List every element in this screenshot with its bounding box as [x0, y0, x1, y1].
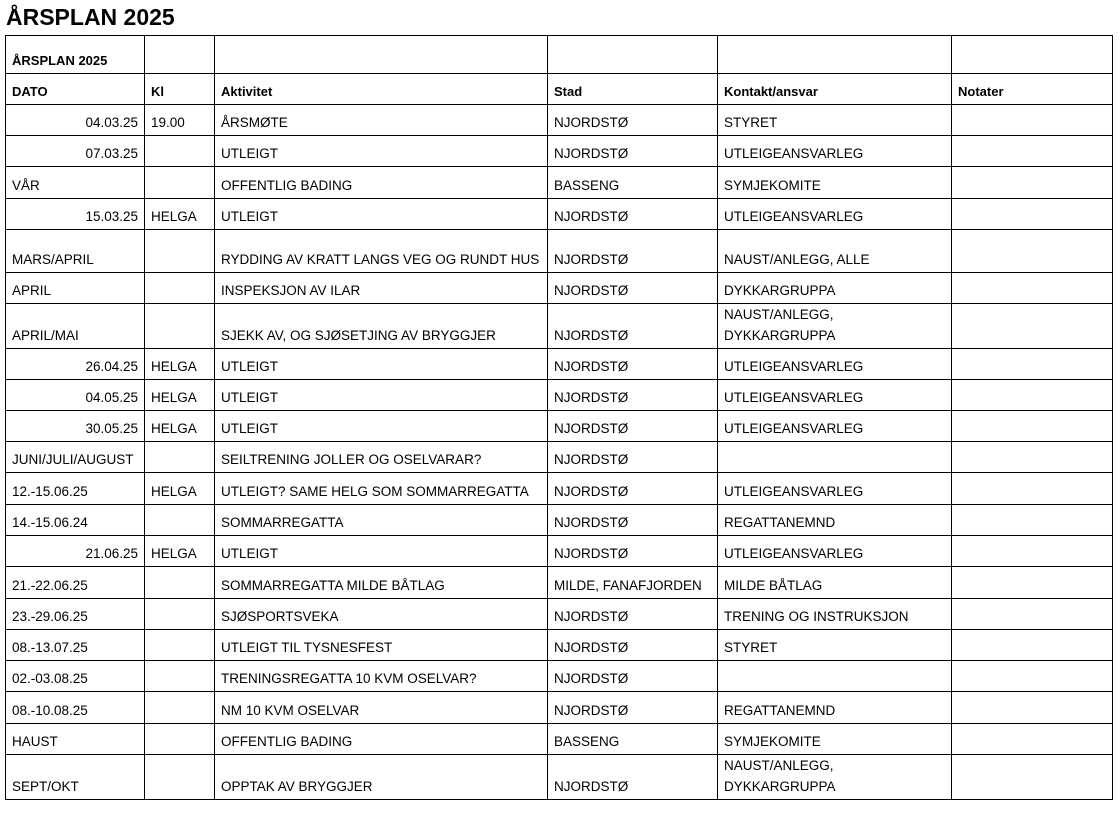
table-row	[6, 473, 1113, 505]
empty-cell	[215, 36, 548, 74]
cell-notater	[952, 167, 1113, 199]
cell-dato: 12.-15.06.25	[6, 473, 145, 505]
cell-aktivitet: OFFENTLIG BADING	[215, 167, 548, 199]
cell-kl	[145, 136, 215, 167]
cell-aktivitet: UTLEIGT	[215, 199, 548, 230]
table-row	[6, 692, 1113, 724]
table-body	[6, 36, 1113, 800]
cell-notater	[952, 630, 1113, 661]
cell-dato: 14.-15.06.24	[6, 505, 145, 536]
cell-kl	[145, 630, 215, 661]
cell-kontakt: STYRET	[718, 630, 952, 661]
cell-notater	[952, 199, 1113, 230]
cell-notater	[952, 273, 1113, 304]
cell-stad: NJORDSTØ	[548, 273, 718, 304]
cell-stad: NJORDSTØ	[548, 304, 718, 349]
cell-kontakt: UTLEIGEANSVARLEG	[718, 536, 952, 567]
cell-dato: 04.05.25	[6, 380, 145, 411]
cell-stad: NJORDSTØ	[548, 105, 718, 136]
table-row	[6, 724, 1113, 755]
cell-stad: NJORDSTØ	[548, 473, 718, 505]
table-row	[6, 442, 1113, 473]
cell-dato: APRIL	[6, 273, 145, 304]
cell-aktivitet: OPPTAK AV BRYGGJER	[215, 755, 548, 800]
cell-dato: JUNI/JULI/AUGUST	[6, 442, 145, 473]
cell-dato: HAUST	[6, 724, 145, 755]
cell-notater	[952, 599, 1113, 630]
cell-kl	[145, 692, 215, 724]
table-row	[6, 599, 1113, 630]
cell-stad: NJORDSTØ	[548, 380, 718, 411]
cell-kontakt: STYRET	[718, 105, 952, 136]
cell-stad: NJORDSTØ	[548, 755, 718, 800]
cell-kontakt	[718, 442, 952, 473]
cell-kl	[145, 167, 215, 199]
table-row	[6, 567, 1113, 599]
cell-kontakt: NAUST/ANLEGG, DYKKARGRUPPA	[718, 755, 952, 800]
cell-dato: 23.-29.06.25	[6, 599, 145, 630]
cell-dato: 07.03.25	[6, 136, 145, 167]
cell-notater	[952, 567, 1113, 599]
cell-notater	[952, 755, 1113, 800]
table-title-cell: ÅRSPLAN 2025	[6, 36, 145, 74]
cell-notater	[952, 692, 1113, 724]
cell-kontakt: TRENING OG INSTRUKSJON	[718, 599, 952, 630]
cell-aktivitet: TRENINGSREGATTA 10 KVM OSELVAR?	[215, 661, 548, 692]
cell-notater	[952, 230, 1113, 273]
cell-notater	[952, 473, 1113, 505]
cell-notater	[952, 505, 1113, 536]
table-header-row	[6, 74, 1113, 105]
cell-stad: BASSENG	[548, 724, 718, 755]
cell-notater	[952, 661, 1113, 692]
cell-kl	[145, 304, 215, 349]
cell-kontakt: NAUST/ANLEGG, DYKKARGRUPPA	[718, 304, 952, 349]
table-row	[6, 755, 1113, 800]
table-row	[6, 630, 1113, 661]
cell-kl: HELGA	[145, 473, 215, 505]
cell-kontakt: UTLEIGEANSVARLEG	[718, 411, 952, 442]
cell-aktivitet: UTLEIGT	[215, 411, 548, 442]
cell-kontakt	[718, 661, 952, 692]
cell-aktivitet: RYDDING AV KRATT LANGS VEG OG RUNDT HUS	[215, 230, 548, 273]
cell-notater	[952, 304, 1113, 349]
cell-stad: NJORDSTØ	[548, 136, 718, 167]
empty-cell	[952, 36, 1113, 74]
cell-dato: APRIL/MAI	[6, 304, 145, 349]
table-row	[6, 661, 1113, 692]
cell-kontakt: MILDE BÅTLAG	[718, 567, 952, 599]
cell-kontakt: REGATTANEMND	[718, 692, 952, 724]
page-title: ÅRSPLAN 2025	[6, 4, 175, 30]
cell-kl: 19.00	[145, 105, 215, 136]
cell-aktivitet: NM 10 KVM OSELVAR	[215, 692, 548, 724]
cell-stad: NJORDSTØ	[548, 599, 718, 630]
table-row	[6, 105, 1113, 136]
cell-kontakt: UTLEIGEANSVARLEG	[718, 380, 952, 411]
cell-kl	[145, 442, 215, 473]
table-row	[6, 136, 1113, 167]
cell-stad: MILDE, FANAFJORDEN	[548, 567, 718, 599]
cell-kontakt: REGATTANEMND	[718, 505, 952, 536]
cell-aktivitet: UTLEIGT TIL TYSNESFEST	[215, 630, 548, 661]
table-row	[6, 304, 1113, 349]
cell-aktivitet: UTLEIGT	[215, 136, 548, 167]
cell-aktivitet: SEILTRENING JOLLER OG OSELVARAR?	[215, 442, 548, 473]
cell-stad: NJORDSTØ	[548, 661, 718, 692]
cell-kl	[145, 505, 215, 536]
table-row	[6, 505, 1113, 536]
cell-dato: MARS/APRIL	[6, 230, 145, 273]
cell-kontakt: SYMJEKOMITE	[718, 724, 952, 755]
table-row	[6, 167, 1113, 199]
cell-aktivitet: UTLEIGT? SAME HELG SOM SOMMARREGATTA	[215, 473, 548, 505]
cell-aktivitet: ÅRSMØTE	[215, 105, 548, 136]
cell-dato: 26.04.25	[6, 349, 145, 380]
cell-dato: SEPT/OKT	[6, 755, 145, 800]
cell-kontakt: UTLEIGEANSVARLEG	[718, 349, 952, 380]
cell-aktivitet: SJEKK AV, OG SJØSETJING AV BRYGGJER	[215, 304, 548, 349]
cell-stad: NJORDSTØ	[548, 349, 718, 380]
table-row	[6, 199, 1113, 230]
cell-dato: 02.-03.08.25	[6, 661, 145, 692]
cell-kontakt: NAUST/ANLEGG, ALLE	[718, 230, 952, 273]
cell-kontakt: UTLEIGEANSVARLEG	[718, 199, 952, 230]
cell-aktivitet: UTLEIGT	[215, 380, 548, 411]
empty-cell	[718, 36, 952, 74]
cell-stad: NJORDSTØ	[548, 630, 718, 661]
cell-aktivitet: SOMMARREGATTA	[215, 505, 548, 536]
cell-notater	[952, 105, 1113, 136]
cell-stad: NJORDSTØ	[548, 199, 718, 230]
cell-dato: 08.-10.08.25	[6, 692, 145, 724]
cell-aktivitet: UTLEIGT	[215, 536, 548, 567]
cell-aktivitet: SOMMARREGATTA MILDE BÅTLAG	[215, 567, 548, 599]
cell-dato: 04.03.25	[6, 105, 145, 136]
table-row	[6, 536, 1113, 567]
header-notater: Notater	[952, 74, 1113, 105]
cell-aktivitet: UTLEIGT	[215, 349, 548, 380]
empty-cell	[548, 36, 718, 74]
cell-kl	[145, 661, 215, 692]
cell-kl: HELGA	[145, 349, 215, 380]
cell-kontakt: SYMJEKOMITE	[718, 167, 952, 199]
cell-notater	[952, 380, 1113, 411]
cell-kl: HELGA	[145, 199, 215, 230]
table-row	[6, 230, 1113, 273]
cell-stad: BASSENG	[548, 167, 718, 199]
cell-kl	[145, 567, 215, 599]
cell-kl	[145, 230, 215, 273]
cell-dato: 08.-13.07.25	[6, 630, 145, 661]
cell-kontakt: UTLEIGEANSVARLEG	[718, 473, 952, 505]
cell-kontakt: DYKKARGRUPPA	[718, 273, 952, 304]
table-row	[6, 380, 1113, 411]
cell-kl: HELGA	[145, 536, 215, 567]
cell-stad: NJORDSTØ	[548, 411, 718, 442]
table-title-row	[6, 36, 1113, 74]
cell-notater	[952, 411, 1113, 442]
header-kontakt: Kontakt/ansvar	[718, 74, 952, 105]
cell-stad: NJORDSTØ	[548, 536, 718, 567]
table-row	[6, 349, 1113, 380]
cell-kl	[145, 599, 215, 630]
cell-notater	[952, 442, 1113, 473]
cell-stad: NJORDSTØ	[548, 505, 718, 536]
cell-dato: 30.05.25	[6, 411, 145, 442]
cell-aktivitet: SJØSPORTSVEKA	[215, 599, 548, 630]
cell-stad: NJORDSTØ	[548, 692, 718, 724]
cell-stad: NJORDSTØ	[548, 230, 718, 273]
cell-aktivitet: INSPEKSJON AV ILAR	[215, 273, 548, 304]
table-row	[6, 273, 1113, 304]
empty-cell	[145, 36, 215, 74]
cell-stad: NJORDSTØ	[548, 442, 718, 473]
table-row	[6, 411, 1113, 442]
cell-notater	[952, 536, 1113, 567]
cell-notater	[952, 349, 1113, 380]
header-kl: Kl	[145, 74, 215, 105]
cell-kl	[145, 755, 215, 800]
cell-dato: 21.-22.06.25	[6, 567, 145, 599]
cell-kl: HELGA	[145, 380, 215, 411]
cell-dato: 15.03.25	[6, 199, 145, 230]
cell-kl	[145, 724, 215, 755]
header-dato: DATO	[6, 74, 145, 105]
cell-aktivitet: OFFENTLIG BADING	[215, 724, 548, 755]
cell-notater	[952, 136, 1113, 167]
cell-notater	[952, 724, 1113, 755]
header-aktivitet: Aktivitet	[215, 74, 548, 105]
cell-kontakt: UTLEIGEANSVARLEG	[718, 136, 952, 167]
cell-kl	[145, 273, 215, 304]
cell-dato: VÅR	[6, 167, 145, 199]
cell-kl: HELGA	[145, 411, 215, 442]
cell-dato: 21.06.25	[6, 536, 145, 567]
header-stad: Stad	[548, 74, 718, 105]
year-plan-table	[5, 35, 1113, 800]
